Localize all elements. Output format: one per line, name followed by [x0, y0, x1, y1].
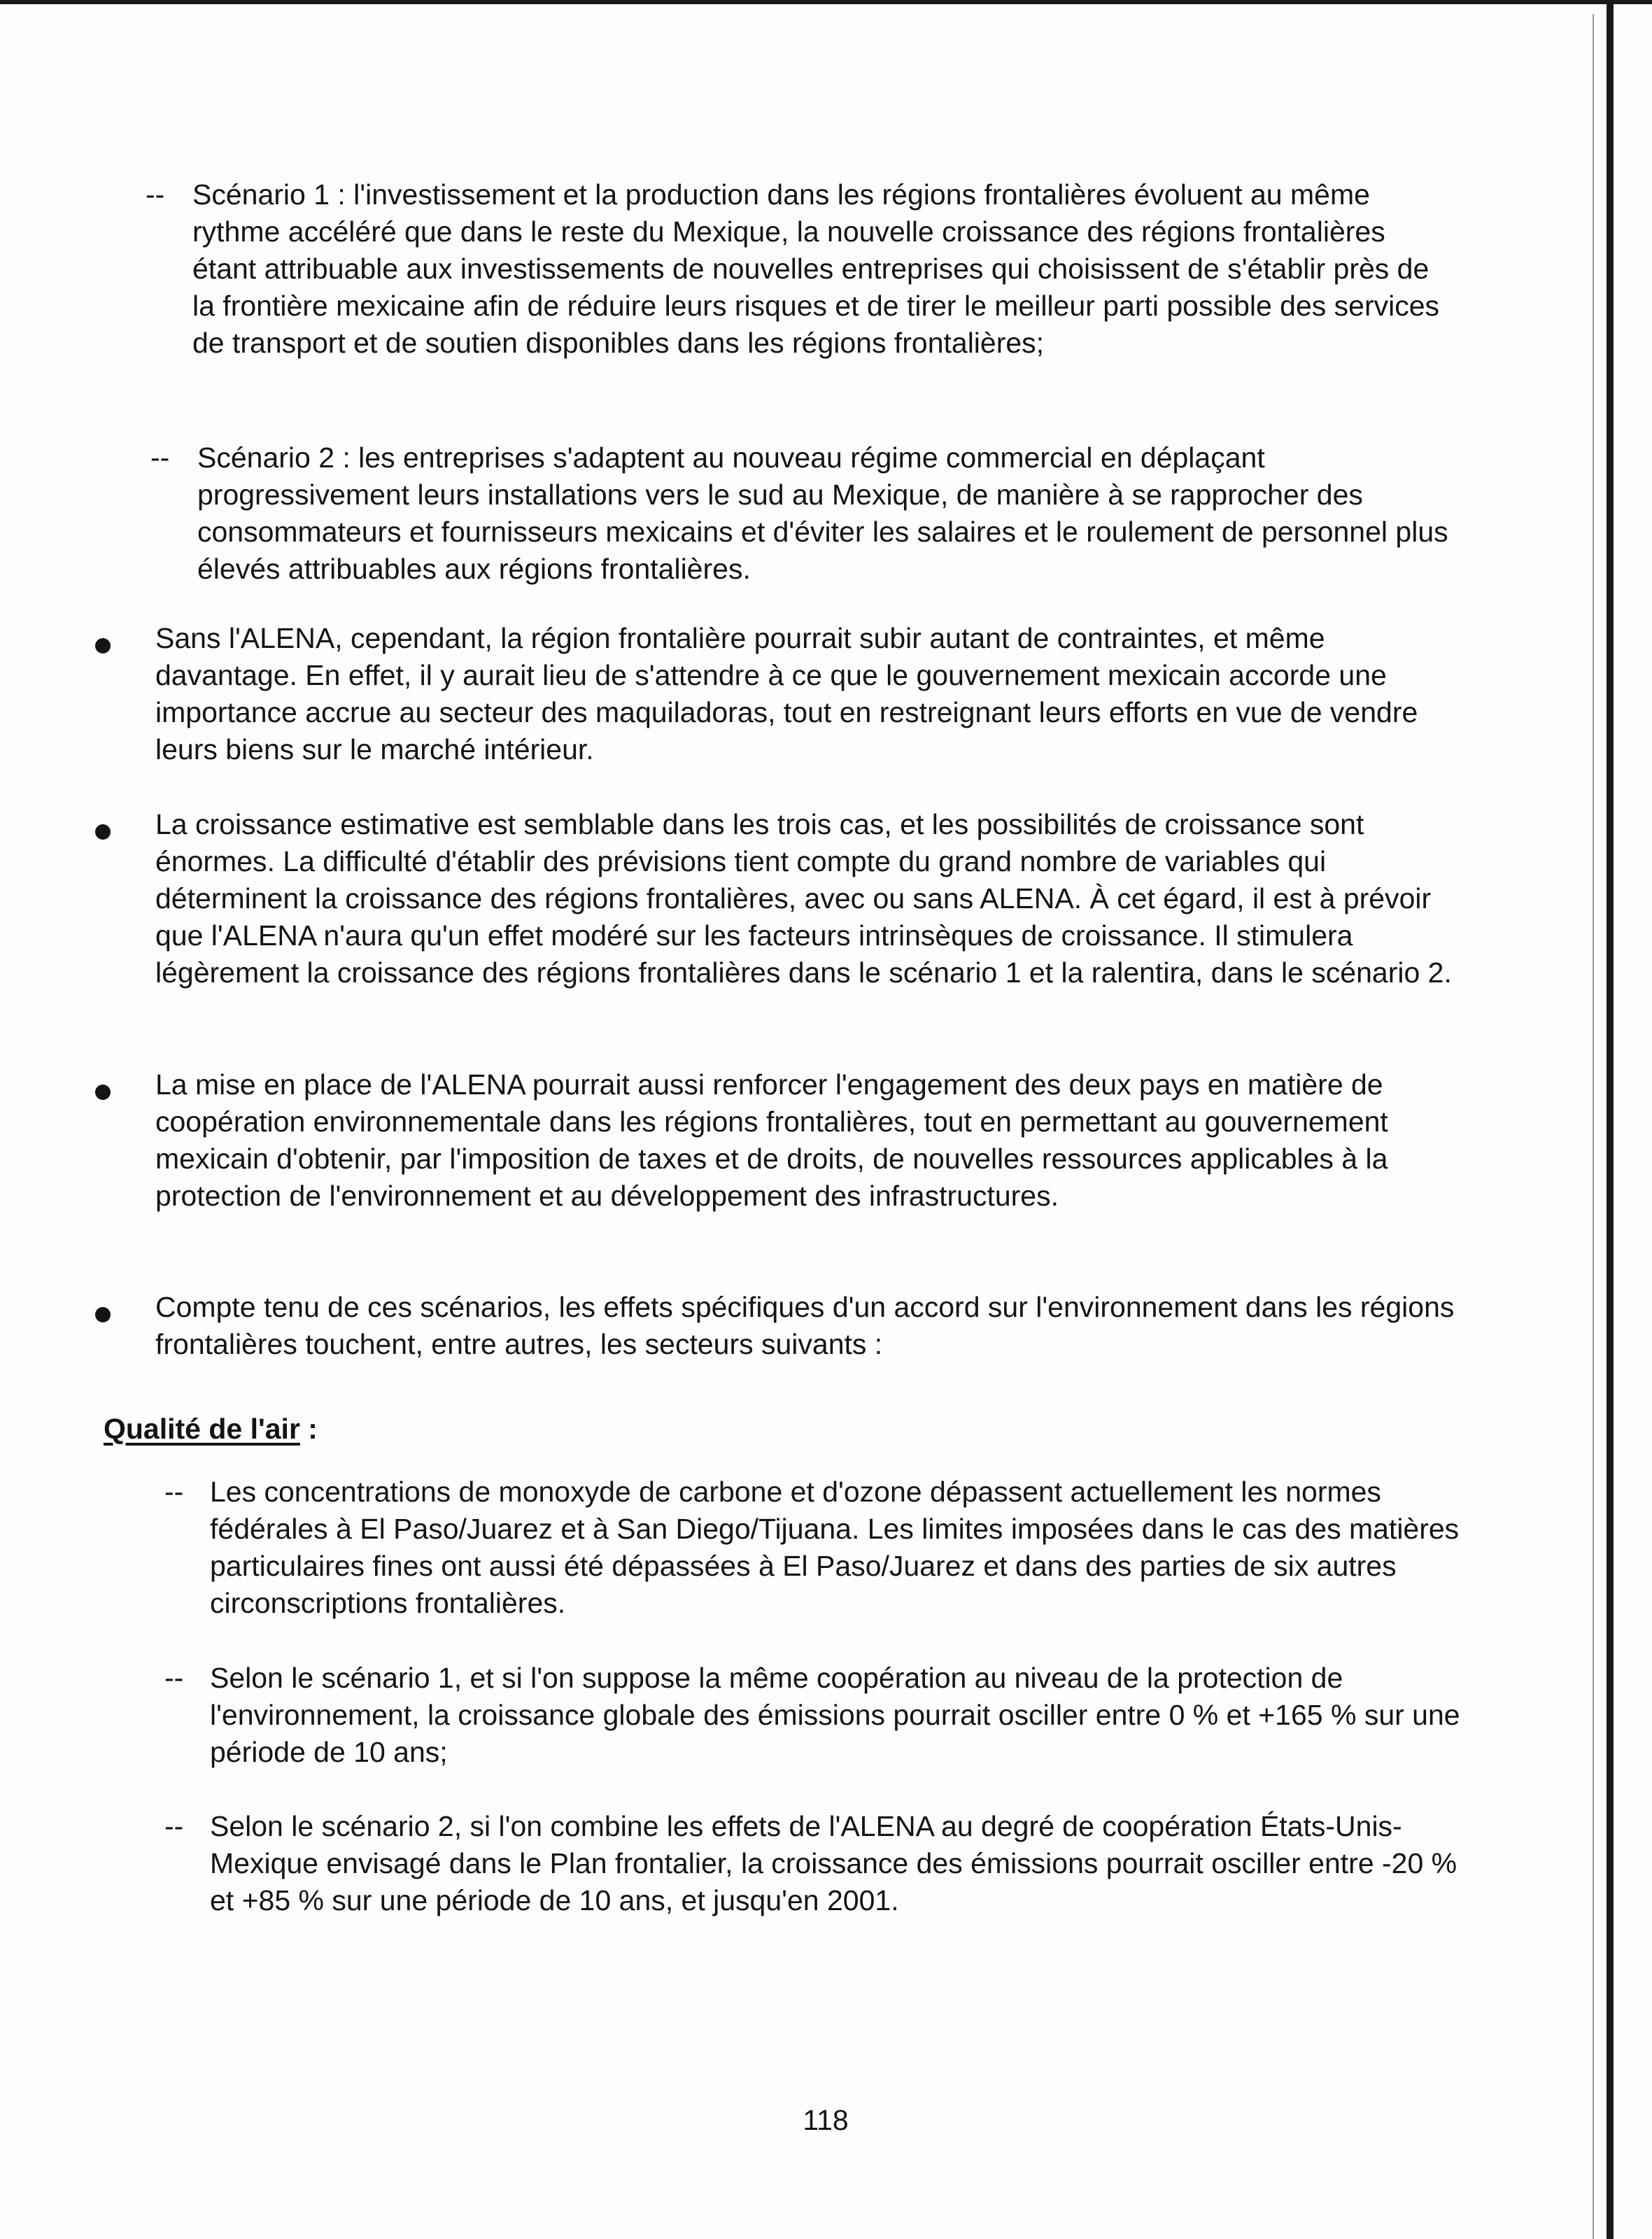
- top-border-line: [0, 0, 1652, 4]
- dash-marker: --: [146, 178, 165, 211]
- air-quality-heading-colon: :: [299, 1413, 318, 1445]
- dash-marker: --: [150, 442, 170, 474]
- bullet-paragraph: La croissance estimative est semblable dans les trois cas, et les possibilités de croissance sont énormes. La difficulté d'établir des prévisions tient compte du grand nombre de variables qui déterminent la croissance des régions frontalières, avec ou sans ALENA. À cet égard, il est à prévoir que l'ALENA n'aura qu'un effet modéré sur les facteurs intrinsèques de croissance. Il stimulera légèrement la croissance des régions frontalières dans le scénario 1 et la ralentira, dans le scénario 2.: [155, 808, 1452, 989]
- air-quality-item: Selon le scénario 1, et si l'on suppose la même coopération au niveau de la protection de l'environnement, la croissance globale des émissions pourrait osciller entre 0 % et +165 % sur une période de 10 ans;: [210, 1662, 1460, 1768]
- right-scan-edge: [1607, 0, 1614, 2239]
- bullet-icon: [95, 638, 111, 654]
- bullet-paragraph: La mise en place de l'ALENA pourrait aussi renforcer l'engagement des deux pays en matière de coopération environnementale dans les régions frontalières, tout en permettant au gouvernement mexicain d'obtenir, par l'imposition de taxes et de droits, de nouvelles ressources applicables à la protection de l'environnement et au développement des infrastructures.: [155, 1068, 1388, 1212]
- dash-marker: --: [164, 1476, 184, 1508]
- scenario-1-paragraph: Scénario 1 : l'investissement et la production dans les régions frontalières évoluent au même rythme accéléré que dans le reste du Mexique, la nouvelle croissance des régions frontalières étant attribuable aux investissements de nouvelles entreprises qui choisissent de s'établir près de la frontière mexicaine afin de réduire leurs risques et de tirer le meilleur parti possible des services de transport et de soutien disponibles dans les régions frontalières;: [192, 178, 1440, 359]
- air-quality-heading-text: Qualité de l'air: [104, 1413, 300, 1445]
- air-quality-heading: [104, 1411, 318, 1448]
- bullet-icon: [95, 1307, 111, 1322]
- bullet-icon: [95, 824, 111, 840]
- air-quality-item: Les concentrations de monoxyde de carbone et d'ozone dépassent actuellement les normes fédérales à El Paso/Juarez et à San Diego/Tijuana. Les limites imposées dans le cas des matières particulaires fines ont aussi été dépassées à El Paso/Juarez et dans des parties de six autres circonscriptions frontalières.: [210, 1476, 1460, 1619]
- right-scan-edge-thin: [1593, 14, 1594, 2239]
- dash-marker: --: [164, 1810, 184, 1842]
- bullet-paragraph: Sans l'ALENA, cependant, la région frontalière pourrait subir autant de contraintes, et même davantage. En effet, il y aurait lieu de s'attendre à ce que le gouvernement mexicain accorde une importance accrue au secteur des maquiladoras, tout en restreignant leurs efforts en vue de vendre leurs biens sur le marché intérieur.: [155, 622, 1418, 765]
- dash-marker: --: [164, 1662, 184, 1694]
- scenario-2-paragraph: Scénario 2 : les entreprises s'adaptent au nouveau régime commercial en déplaçant progressivement leurs installations vers le sud au Mexique, de manière à se rapprocher des consommateurs et fournisseurs mexicains et d'éviter les salaires et le roulement de personnel plus élevés attribuables aux régions frontalières.: [197, 442, 1448, 585]
- page-number: 118: [803, 2104, 849, 2136]
- bullet-icon: [95, 1085, 111, 1100]
- bullet-paragraph: Compte tenu de ces scénarios, les effets spécifiques d'un accord sur l'environnement dans les régions frontalières touchent, entre autres, les secteurs suivants :: [155, 1291, 1455, 1360]
- air-quality-item: Selon le scénario 2, si l'on combine les effets de l'ALENA au degré de coopération États-Unis-Mexique envisagé dans le Plan frontalier, la croissance des émissions pourrait osciller entre -20 % et +85 % sur une période de 10 ans, et jusqu'en 2001.: [210, 1810, 1457, 1916]
